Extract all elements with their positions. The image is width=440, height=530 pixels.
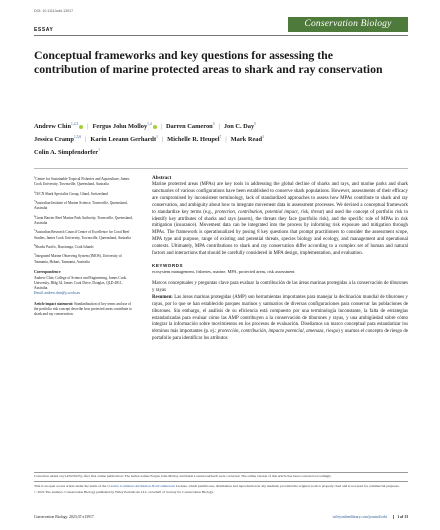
author-name-text: Fergus John Molloy [92,123,148,131]
author-name[interactable] [167,136,221,143]
affiliation-item [34,175,134,187]
author-affiliation-marker: 1 [156,135,158,140]
author-affiliation-marker: 5 [254,122,256,126]
spanish-italic-terms: protección, contribución, impacto potencial, amenaza, riesgo [217,329,339,335]
page-footer [34,470,408,496]
impact-text: Standardization of key terms and use of the portfolio risk concept describe how protected areas contribute to shark and ray conservation. [34,301,132,316]
author-separator: | [161,136,164,144]
affiliation-number: 6 [34,243,36,247]
abstract-italic-terms: protection, contribution, potential impact, risk, threat [214,209,323,215]
affiliation-text: Australian Research Council Centre of Excellence for Coral Reef Studies, James Cook University, Townsville, Queensland, Australia [34,230,131,240]
author-name-text: Jessica Cramp [34,136,74,144]
author-name-text: Andrew Chin [34,123,71,131]
affiliation-number: 7 [34,253,36,257]
author-name[interactable] [231,136,264,143]
affiliation-item [34,243,134,250]
keywords-heading: KEYWORDS [152,262,184,268]
author-name[interactable] [90,136,157,143]
page-number: 1 of 13 [397,515,408,519]
author-separator: | [160,123,162,131]
affiliation-text: Centre for Sustainable Tropical Fisheries and Aquaculture, James Cook University, Townsville, Queensland, Australia [34,177,130,187]
author-separator: | [85,136,87,144]
author-name[interactable] [34,123,83,130]
author-name-text: Mark Read [230,136,263,144]
author-separator: | [87,123,89,131]
author-list [34,119,404,158]
author-name[interactable] [224,123,256,130]
correspondence-text: Andrew Chin, College of Science and Engineering, James Cook University, Bldg 34, James Cook Drive, Douglas, QLD 4811, Australia. [34,275,127,290]
affiliation-number: 2 [34,190,36,194]
affiliation-number: 4 [34,214,36,218]
author-affiliation-marker: 3 [262,135,264,140]
author-name-text: Colin A. Simpfendorfer [34,149,99,157]
affiliation-text: Sharks Pacific, Rarotonga, Cook Islands [35,245,94,250]
abstract-part-1: Marine protected areas (MPAs) are key tools in addressing the global decline of sharks and rays, and marine parks and shark sanctuaries of various configurations have been established to conserve shark populations. However, assessments of their efficacy are compromised by inconsistent terminology, lack of standardized approaches to assess how MPAs contribute to shark and ray conservation, and ambiguity about how to integrate movement data in assessment processes. We devised a conceptual framework to standardize key terms (e.g., [152,182,408,215]
keywords-list: ecosystem management, fisheries, marine, MPA, protected areas, risk assessment [152,269,295,275]
spanish-title: Marcos conceptuales y preguntas clave para evaluar la contribución de las áreas marinas protegidas a la conservación de tiburones y rayas [152,281,408,294]
affiliation-number: 3 [34,200,36,204]
page-info [333,515,408,519]
affiliation-text: Integrated Marine Observing System (IMOS), University of Tasmania, Hobart, Tasmania, Australia [34,254,122,264]
author-affiliation-marker: 7 [219,135,222,140]
affiliation-number: 5 [34,229,36,233]
author-name-text: Karin Leeann Gerhardt [90,136,157,144]
author-name-text: Jon C. Day [223,123,255,131]
orcid-icon[interactable] [153,125,157,129]
author-separator: | [225,136,227,144]
article-title: Conceptual frameworks and key questions for assessing the contribution of marine protected areas to shark and ray conservation [34,48,383,76]
section-label: ESSAY [34,27,54,33]
abstract-column [152,175,408,343]
author-name[interactable] [92,123,156,130]
affiliation-text: Great Barrier Reef Marine Park Authority, Townsville, Queensland, Australia [34,215,133,225]
author-affiliation-marker: 3 [212,122,215,126]
affiliation-text: IUCN Shark Specialist Group, Gland, Switzerland [35,191,108,196]
impact-label: Article impact statement: [34,301,74,306]
spanish-part-2: ) y usamos el concepto de riesgo de portafolio para identificar los atributos [152,329,408,342]
spanish-heading: Resumen: [152,295,173,300]
author-name[interactable] [34,149,100,156]
author-name-text: Michelle R. Heupel [167,136,220,144]
journal-url[interactable]: wileyonlinelibrary.com/journal/cobi [332,515,388,519]
abstract-heading: Abstract [152,175,172,181]
author-affiliation-marker: 1,4 [147,122,152,126]
license-text-a: This is an open access article under the terms of the [34,483,108,488]
correspondence-heading: Correspondence [34,269,61,274]
citation-text: Conservation Biology. 2023;37:e13917. [34,515,95,519]
author-affiliation-marker: 1 [98,148,100,153]
author-affiliation-marker: 1,2,3 [71,122,79,126]
license-text-b: License, which permits use, distribution and reproduction in any medium, provided the original work is properly cited and is not used for commercial purposes. [175,483,400,488]
affiliation-text: Australian Institute of Marine Science, Townsville, Queensland, Australia [34,201,128,211]
doi-text[interactable]: DOI: 10.1111/cobi.13917 [34,9,74,13]
spanish-abstract [152,295,408,343]
orcid-icon[interactable] [79,125,83,129]
affiliation-item [34,214,134,226]
affiliation-number: 1 [34,176,36,179]
abstract-part-2: ) and used the concept of portfolio risk to identify key attributes of sharks and rays (assets), the threats they face (portfolio risk), and the specific role of MPAs in risk mitigation (insurance). Movement data can be integrated into the process by informing risk exposure and mitigation through MPAs. The framework is operationalized by posing 8 key questions that prompt practitioners to consider the assessment scope, MPA type and purpose, range of existing and potential threats, species biology and ecology, and management and operational contexts. Ultimately, MPA contributions to shark and ray conservation differ according to a complex set of human and natural factors and interactions that should be carefully considered in MPA design, implementation, and evaluation. [152,209,409,256]
affiliation-item [34,199,134,211]
affiliations-list [34,175,134,265]
abstract-body [152,182,408,257]
author-name[interactable] [166,123,215,130]
affiliations-column [34,175,134,317]
author-affiliation-marker: 1,5,6 [73,135,82,140]
correction-note: Correction added on [14/02/2023], after first online publication: The author names Fergus John Molloy and Karin Leeann Gerhardt were corrected. The online version of this article has been corrected accordingly. [34,474,332,479]
license-link[interactable]: Creative Commons Attribution-NonCommercial [107,483,176,488]
copyright-note: © 2022 The Authors. Conservation Biology published by Wiley Periodicals LLC on behalf of Society for Conservation Biology. [34,489,214,494]
author-separator: | [218,123,220,131]
author-name[interactable] [34,136,81,143]
correspondence-email[interactable]: Email: andrew.chin@jcu.edu.au [34,290,80,295]
affiliation-item [34,190,134,197]
affiliation-item [34,252,134,264]
spanish-part-1: Las áreas marinas protegidas (AMP) son herramientas importantes para manejar la declinación mundial de tiburones y rayas, por lo que se han establecido parques marinos y santuarios de diversas configuraciones para conservar las poblaciones de tiburones. Sin embargo, el análisis de su eficiencia está compuesto por una terminología inconstante, la falta de estrategias estandarizadas para evaluar cómo las AMP contribuyen a la conservación de tiburones y rayas, y una ambigüedad sobre cómo integrar la información sobre movimientos en los procesos de evaluación. Diseñamos un marco conceptual para estandarizar los términos más importantes (p. ej.: [152,295,408,335]
license-note [34,484,408,489]
impact-statement [34,302,134,317]
journal-logo: Conservation Biology [288,17,408,32]
header-divider [34,35,408,36]
author-name-text: Darren Cameron [165,123,213,131]
affiliation-item [34,228,134,240]
